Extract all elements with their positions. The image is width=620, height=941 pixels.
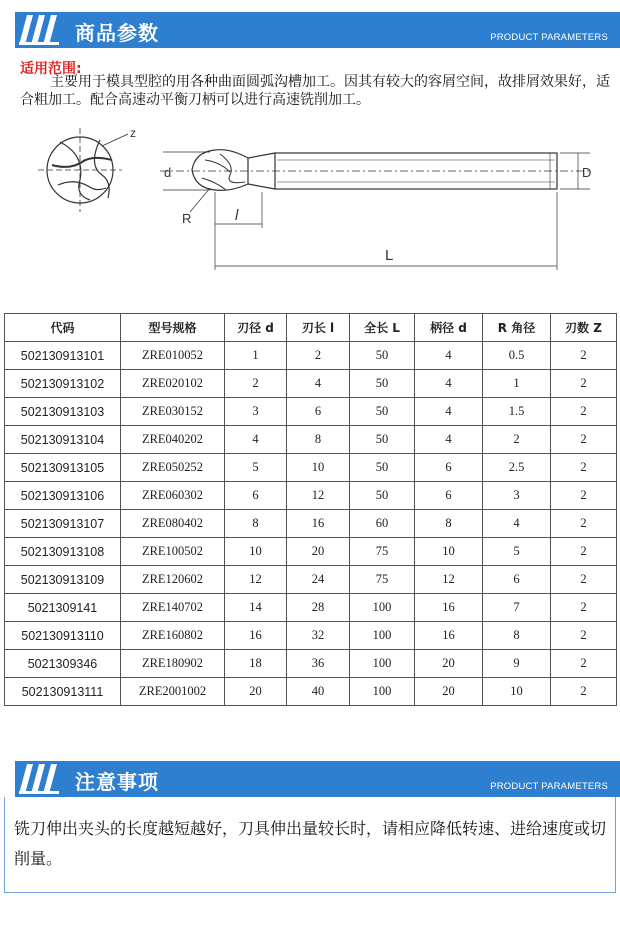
table-cell: 32 (287, 622, 350, 650)
table-cell: 16 (415, 594, 483, 622)
table-cell: 502130913105 (5, 454, 121, 482)
table-cell: 12 (415, 566, 483, 594)
table-cell: 5021309346 (5, 650, 121, 678)
column-header: 代码 (5, 314, 121, 342)
table-cell: ZRE050252 (121, 454, 225, 482)
scope-label: 适用范围: (20, 61, 82, 77)
table-cell: 2 (551, 594, 617, 622)
table-cell: 100 (350, 594, 415, 622)
params-title: 商品参数 (75, 21, 159, 45)
table-cell: 502130913110 (5, 622, 121, 650)
table-cell: 8 (415, 510, 483, 538)
table-cell: 2 (551, 454, 617, 482)
table-cell: 50 (350, 342, 415, 370)
table-cell: 10 (287, 454, 350, 482)
table-cell: ZRE020102 (121, 370, 225, 398)
table-cell: 18 (225, 650, 287, 678)
table-cell: 14 (225, 594, 287, 622)
table-row (5, 538, 617, 566)
table-header-row (5, 314, 617, 342)
tool-drawing (30, 120, 610, 280)
table-cell: ZRE010052 (121, 342, 225, 370)
table-cell: 2 (225, 370, 287, 398)
table-cell: 7 (483, 594, 551, 622)
table-cell: 2 (551, 342, 617, 370)
table-cell: 1.5 (483, 398, 551, 426)
table-row (5, 566, 617, 594)
table-cell: 36 (287, 650, 350, 678)
table-cell: 6 (225, 482, 287, 510)
table-cell: 1 (225, 342, 287, 370)
table-cell: 1 (483, 370, 551, 398)
column-header: 刃数 Z (551, 314, 617, 342)
table-cell: 502130913103 (5, 398, 121, 426)
table-cell: 50 (350, 398, 415, 426)
table-cell: 0.5 (483, 342, 551, 370)
params-banner (15, 12, 620, 48)
table-cell: 24 (287, 566, 350, 594)
table-cell: ZRE140702 (121, 594, 225, 622)
table-cell: 40 (287, 678, 350, 706)
stripes-logo-icon (19, 764, 61, 794)
table-cell: 2 (483, 426, 551, 454)
notes-subtitle: PRODUCT PARAMETERS (490, 781, 608, 792)
table-cell: 50 (350, 370, 415, 398)
table-cell: 2 (551, 678, 617, 706)
table-cell: ZRE030152 (121, 398, 225, 426)
table-cell: 10 (225, 538, 287, 566)
table-cell: 50 (350, 426, 415, 454)
table-cell: 20 (225, 678, 287, 706)
table-cell: 4 (287, 370, 350, 398)
table-cell: ZRE080402 (121, 510, 225, 538)
table-cell: 502130913106 (5, 482, 121, 510)
table-row (5, 370, 617, 398)
table-cell: ZRE120602 (121, 566, 225, 594)
table-cell: 100 (350, 622, 415, 650)
label-l: l (235, 207, 239, 224)
table-cell: 2.5 (483, 454, 551, 482)
table-cell: 6 (483, 566, 551, 594)
label-D: D (582, 165, 592, 180)
table-cell: 2 (551, 370, 617, 398)
table-row (5, 454, 617, 482)
column-header: 型号规格 (121, 314, 225, 342)
notes-banner (15, 761, 620, 797)
table-cell: 502130913111 (5, 678, 121, 706)
table-cell: 4 (483, 510, 551, 538)
table-cell: 12 (287, 482, 350, 510)
table-cell: 16 (415, 622, 483, 650)
table-cell: 502130913102 (5, 370, 121, 398)
table-row (5, 398, 617, 426)
table-row (5, 426, 617, 454)
table-row (5, 678, 617, 706)
table-row (5, 482, 617, 510)
table-cell: 4 (415, 398, 483, 426)
table-cell: ZRE060302 (121, 482, 225, 510)
table-cell: 20 (415, 678, 483, 706)
table-cell: 2 (551, 566, 617, 594)
table-cell: 2 (551, 426, 617, 454)
table-cell: 5021309141 (5, 594, 121, 622)
table-cell: 2 (551, 510, 617, 538)
table-cell: 60 (350, 510, 415, 538)
table-cell: 8 (225, 510, 287, 538)
table-cell: ZRE100502 (121, 538, 225, 566)
table-cell: 28 (287, 594, 350, 622)
table-cell: 16 (225, 622, 287, 650)
table-row (5, 622, 617, 650)
column-header: 刃长 l (287, 314, 350, 342)
table-cell: 100 (350, 650, 415, 678)
table-cell: 2 (551, 650, 617, 678)
label-d: d (164, 165, 172, 180)
table-cell: 10 (483, 678, 551, 706)
table-cell: 4 (415, 370, 483, 398)
table-cell: 5 (225, 454, 287, 482)
label-r: R (182, 211, 192, 226)
table-cell: 6 (415, 454, 483, 482)
table-cell: ZRE180902 (121, 650, 225, 678)
table-cell: 4 (225, 426, 287, 454)
table-cell: 2 (551, 398, 617, 426)
table-row (5, 650, 617, 678)
table-cell: 4 (415, 426, 483, 454)
table-cell: 16 (287, 510, 350, 538)
table-cell: 2 (551, 538, 617, 566)
table-cell: 100 (350, 678, 415, 706)
table-row (5, 342, 617, 370)
table-cell: 2 (551, 482, 617, 510)
table-cell: 12 (225, 566, 287, 594)
table-cell: 75 (350, 538, 415, 566)
table-cell: 2 (287, 342, 350, 370)
table-cell: 8 (287, 426, 350, 454)
table-cell: 50 (350, 454, 415, 482)
table-cell: 20 (287, 538, 350, 566)
table-cell: 6 (415, 482, 483, 510)
scope-text: 主要用于模具型腔的用各种曲面圆弧沟槽加工。因其有较大的容屑空间，故排屑效果好，适合粗加工。配合高速动平衡刀柄可以进行高速铣削加工。 (20, 74, 610, 108)
end-view (38, 128, 128, 212)
column-header: 刃径 d (225, 314, 287, 342)
label-z: z (130, 126, 136, 140)
table-cell: 6 (287, 398, 350, 426)
table-cell: 3 (225, 398, 287, 426)
notes-title: 注意事项 (75, 770, 159, 794)
table-cell: 50 (350, 482, 415, 510)
table-cell: ZRE160802 (121, 622, 225, 650)
table-cell: 75 (350, 566, 415, 594)
table-cell: ZRE040202 (121, 426, 225, 454)
label-L: L (385, 247, 394, 264)
params-subtitle: PRODUCT PARAMETERS (490, 32, 608, 43)
table-cell: 502130913101 (5, 342, 121, 370)
table-cell: 3 (483, 482, 551, 510)
table-cell: 502130913109 (5, 566, 121, 594)
table-cell: 5 (483, 538, 551, 566)
table-cell: 10 (415, 538, 483, 566)
table-row (5, 594, 617, 622)
table-cell: ZRE2001002 (121, 678, 225, 706)
column-header: 柄径 d (415, 314, 483, 342)
params-table (4, 313, 617, 706)
table-cell: 4 (415, 342, 483, 370)
table-cell: 8 (483, 622, 551, 650)
table-cell: 20 (415, 650, 483, 678)
table-cell: 502130913107 (5, 510, 121, 538)
side-view (160, 150, 590, 270)
notes-text: 铣刀伸出夹头的长度越短越好，刀具伸出量较长时，请相应降低转速、进给速度或切削量。 (14, 819, 607, 868)
table-cell: 2 (551, 622, 617, 650)
table-cell: 502130913104 (5, 426, 121, 454)
table-cell: 9 (483, 650, 551, 678)
table-row (5, 510, 617, 538)
stripes-logo-icon (19, 15, 61, 45)
column-header: 全长 L (350, 314, 415, 342)
column-header: R 角径 (483, 314, 551, 342)
table-body (5, 342, 617, 706)
table-cell: 502130913108 (5, 538, 121, 566)
